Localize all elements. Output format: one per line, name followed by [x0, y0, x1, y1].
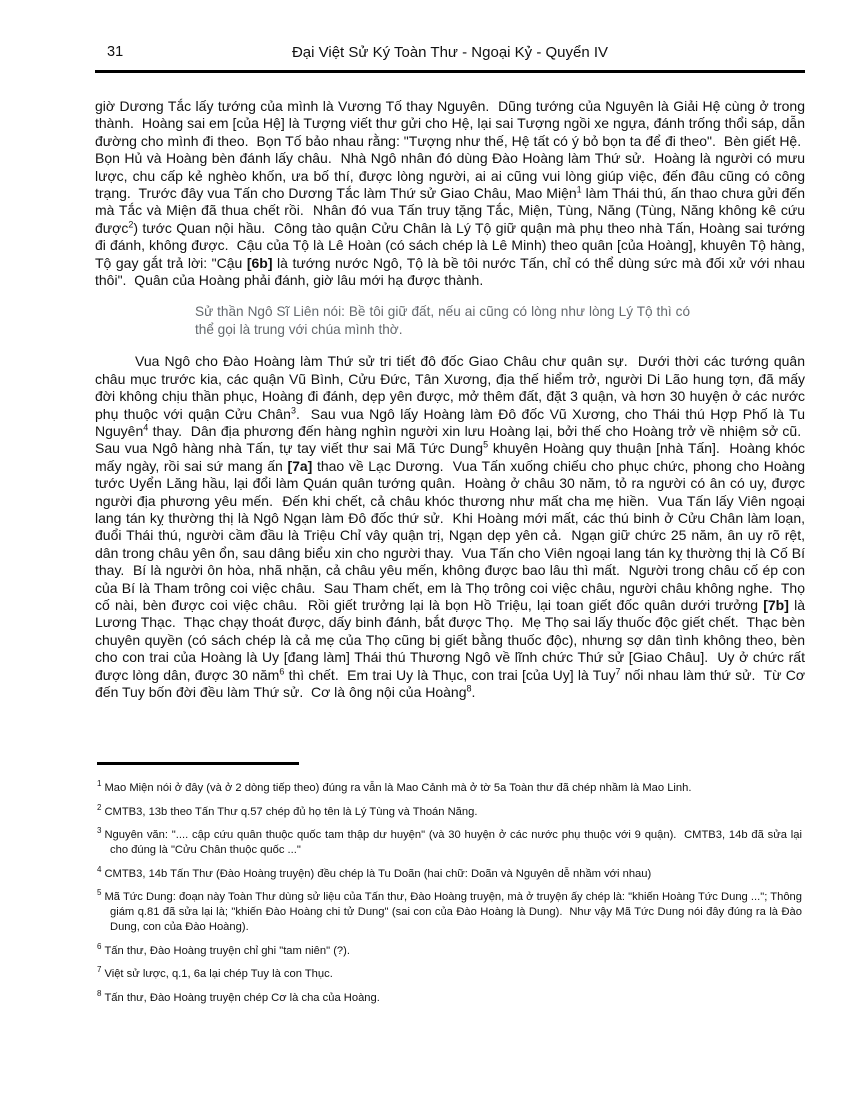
footnote-item — [97, 828, 802, 858]
footnote-number: 3 — [97, 826, 102, 836]
footnote-item — [97, 988, 802, 1006]
paragraph: giờ Dương Tắc lấy tướng của mình là Vương Tố thay Nguyên. Dũng tướng của Nguyên là Giải Hệ cùng ở trong thành. Hoàng sai em [của Hệ] là Tượng viết thư gửi cho Hệ, lại sai Tượng ngồi xe ngựa, đánh trống thổi sáp, dẫn đường cho mình đi theo. Bọn Tố bảo nhau rằng: "Tượng như thế, Hệ tất có ý bỏ bọn ta để đi theo". Bèn giết Hệ. Bọn Hủ và Hoàng bèn đánh lấy châu. Nhà Ngô nhân đó dùng Đào Hoàng làm Thứ sử. Hoàng là người có mưu lược, chu cấp kẻ nghèo khốn, ưa bố thí, được lòng người, ai ai cũng vui lòng giúp việc, đến đâu cũng có công trạng. Trước đây vua Tấn cho Dương Tắc làm Thứ sử Giao Châu, Mao Miện$^1$ làm Thái thú, ấn thao chưa gửi đến mà Tắc và Miện đã thua chết rồi. Nhân đó vua Tấn truy tặng Tắc, Miện, Tùng, Năng (Tùng, Năng không kê cứu được$^2$) tước Quan nội hầu. Công tào quận Cửu Chân là Lý Tộ giữ quận mà phụ theo nhà Tấn, Hoàng sai tướng đi đánh, không được. Cậu của Tộ là Lê Hoàn (có sách chép là Lê Minh) theo quân [của Hoàng], khuyên Tộ hàng, Tộ gay gắt trả lời: "Cậu [6b] là tướng nước Ngô, Tộ là bề tôi nước Tấn, chỉ có thể dùng sức mà đối xử với nhau thôi". Quân của Hoàng phải đánh, giờ lâu mới hạ được thành. — [95, 98, 805, 289]
footnote-text: Tấn thư, Đào Hoàng truyện chép Cơ là cha của Hoàng. — [104, 991, 380, 1004]
running-title: Đại Việt Sử Ký Toàn Thư - Ngoại Kỷ - Quyển IV — [291, 44, 609, 61]
footnote-number: 8 — [97, 988, 102, 998]
paragraph: Vua Ngô cho Đào Hoàng làm Thứ sử tri tiết đô đốc Giao Châu chư quân sự. Dưới thời các tướng quân châu mục trước kia, các quận Vũ Bình, Cửu Đức, Tân Xương, địa thế hiểm trở, người Di Lão hung tợn, đã mấy đời không chịu thần phục, Hoàng đi đánh, dẹp yên được, mở thêm đất, đặt 3 quận, và hơn 30 huyện ở các nước phụ thuộc với quận Cửu Chân$^3$. Sau vua Ngô lấy Hoàng làm Đô đốc Vũ Xương, cho Thái thú Hợp Phố là Tu Nguyên$^4$ thay. Dân địa phương đến hàng nghìn người xin lưu Hoàng lại, bởi thế cho Hoàng trở về nhiệm sở cũ. Sau vua Ngô hàng nhà Tấn, tự tay viết thư sai Mã Tức Dung$^5$ khuyên Hoàng quy thuận [nhà Tấn]. Hoàng khóc mấy ngày, rồi sai sứ mang ấn [7a] thao về Lạc Dương. Vua Tấn xuống chiếu cho phục chức, phong cho Hoàng tước Uyển Lăng hầu, lại đổi làm Quán quân tướng quân. Hoàng ở châu 30 năm, tỏ ra người có ân có uy, được người địa phương yêu mến. Đến khi chết, cả châu khóc thương như mất cha mẹ hiền. Vua Tấn lấy Viên ngoại lang tán kỵ thường thị là Ngô Ngạn làm Đô đốc thứ sử. Khi Hoàng mới mất, các thú binh ở Cửu Chân làm loạn, đuổi Thái thú, người cầm đầu là Triệu Chỉ vây quận trị, Ngạn dẹp yên cả. Ngạn giữ chức 25 năm, ân uy rõ rệt, dân trong châu yên ổn, sau dâng biểu xin cho người thay. Vua Tấn cho Viên ngoại lang tán kỵ thường thị là Cố Bí thay. Bí là người ôn hòa, nhã nhặn, cả châu yêu mến, không được bao lâu thì mất. Người trong châu cố ép con của Bí là Tham trông coi việc châu. Sau Tham chết, em là Thọ trông coi việc châu, người châu không nghe. Thọ cố nài, bèn được coi việc châu. Rồi giết trưởng lại là bọn Hồ Triệu, lại toan giết đốc quân dưới trưởng [7b] là Lương Thạc. Thạc chạy thoát được, dấy binh đánh, bắt được Thọ. Mẹ Thọ sai lấy thuốc độc giết chết. Thạc bèn chuyên quyền (có sách chép là cả mẹ của Thọ cũng bị giết bằng thuốc độc), nhưng sợ dân tình không theo, bèn cho con trai của Hoàng là Uy [đang làm] Thái thú Thương Ngô về lĩnh chức Thứ sử [Giao Châu]. Uy ở chức rất được lòng dân, được 30 năm$^6$ thì chết. Em trai Uy là Thục, con trai [của Uy] là Tuy$^7$ nối nhau làm thứ sử. Từ Cơ đến Tuy bốn đời đều làm Thứ sử. Cơ là ông nội của Hoàng$^8$. — [95, 353, 806, 700]
footnote-number: 5 — [97, 888, 102, 898]
footnote-item — [97, 781, 802, 796]
footnote-item — [97, 890, 802, 935]
footnote-text: Tấn thư, Đào Hoàng truyện chỉ ghi "tam niên" (?). — [104, 944, 350, 957]
page-header — [95, 44, 805, 73]
footnote-number: 2 — [97, 802, 102, 812]
footnote-number: 7 — [97, 965, 102, 975]
footnote-item — [97, 802, 802, 820]
footnote-item — [97, 864, 802, 882]
footnote-item — [97, 941, 802, 959]
body-text — [95, 98, 805, 701]
footnote-separator-rule — [97, 762, 299, 765]
footnote-text: CMTB3, 14b Tấn Thư (Đào Hoàng truyện) đều chép là Tu Doãn (hai chữ: Doãn và Nguyên dễ nhầm với nhau) — [104, 867, 652, 880]
footnote-item — [97, 967, 802, 982]
footnote-text: Việt sử lược, q.1, 6a lại chép Tuy là con Thục. — [104, 968, 333, 980]
footnote-text: Nguyên văn: ".... cập cứu quân thuộc quốc tam thập dư huyện" (và 30 huyện ở các nước phụ thuộc với 9 quận). CMTB3, 14b đã sửa lại cho đúng là "Cửu Chân thuộc quốc ..." — [104, 829, 802, 856]
footnote-text: Mã Tức Dung: đoạn này Toàn Thư dùng sử liệu của Tấn thư, Đào Hoàng truyện, mà ở truyện ấy chép là: "khiến Hoàng Tức Dung ..."; Thông giám q.81 đã sửa lại là; "khiến Đào Hoàng chi tử Dung" (sai con của Đào Hoàng là Dung). Như vậy Mã Tức Dung nói đây đúng ra là Đào Dung, con của Đào Hoàng). — [104, 891, 802, 933]
page-number: 31 — [107, 44, 124, 60]
footnote-number: 1 — [97, 779, 102, 789]
footnote-list — [95, 781, 802, 1006]
footnote-text: CMTB3, 13b theo Tấn Thư q.57 chép đủ họ tên là Lý Tùng và Thoán Năng. — [104, 805, 478, 818]
footnote-text: Mao Miện nói ở đây (và ở 2 dòng tiếp theo) đúng ra vẫn là Mao Cảnh mà ở tờ 5a Toàn thư đã chép nhầm là Mao Linh. — [104, 782, 692, 794]
footnotes-section — [95, 762, 802, 1014]
footnote-number: 6 — [97, 941, 102, 951]
commentator-quote: Sử thần Ngô Sĩ Liên nói: Bề tôi giữ đất, nếu ai cũng có lòng như lòng Lý Tộ thì có thể gọi là trung với chúa mình thờ. — [195, 304, 690, 337]
footnote-number: 4 — [97, 864, 102, 874]
